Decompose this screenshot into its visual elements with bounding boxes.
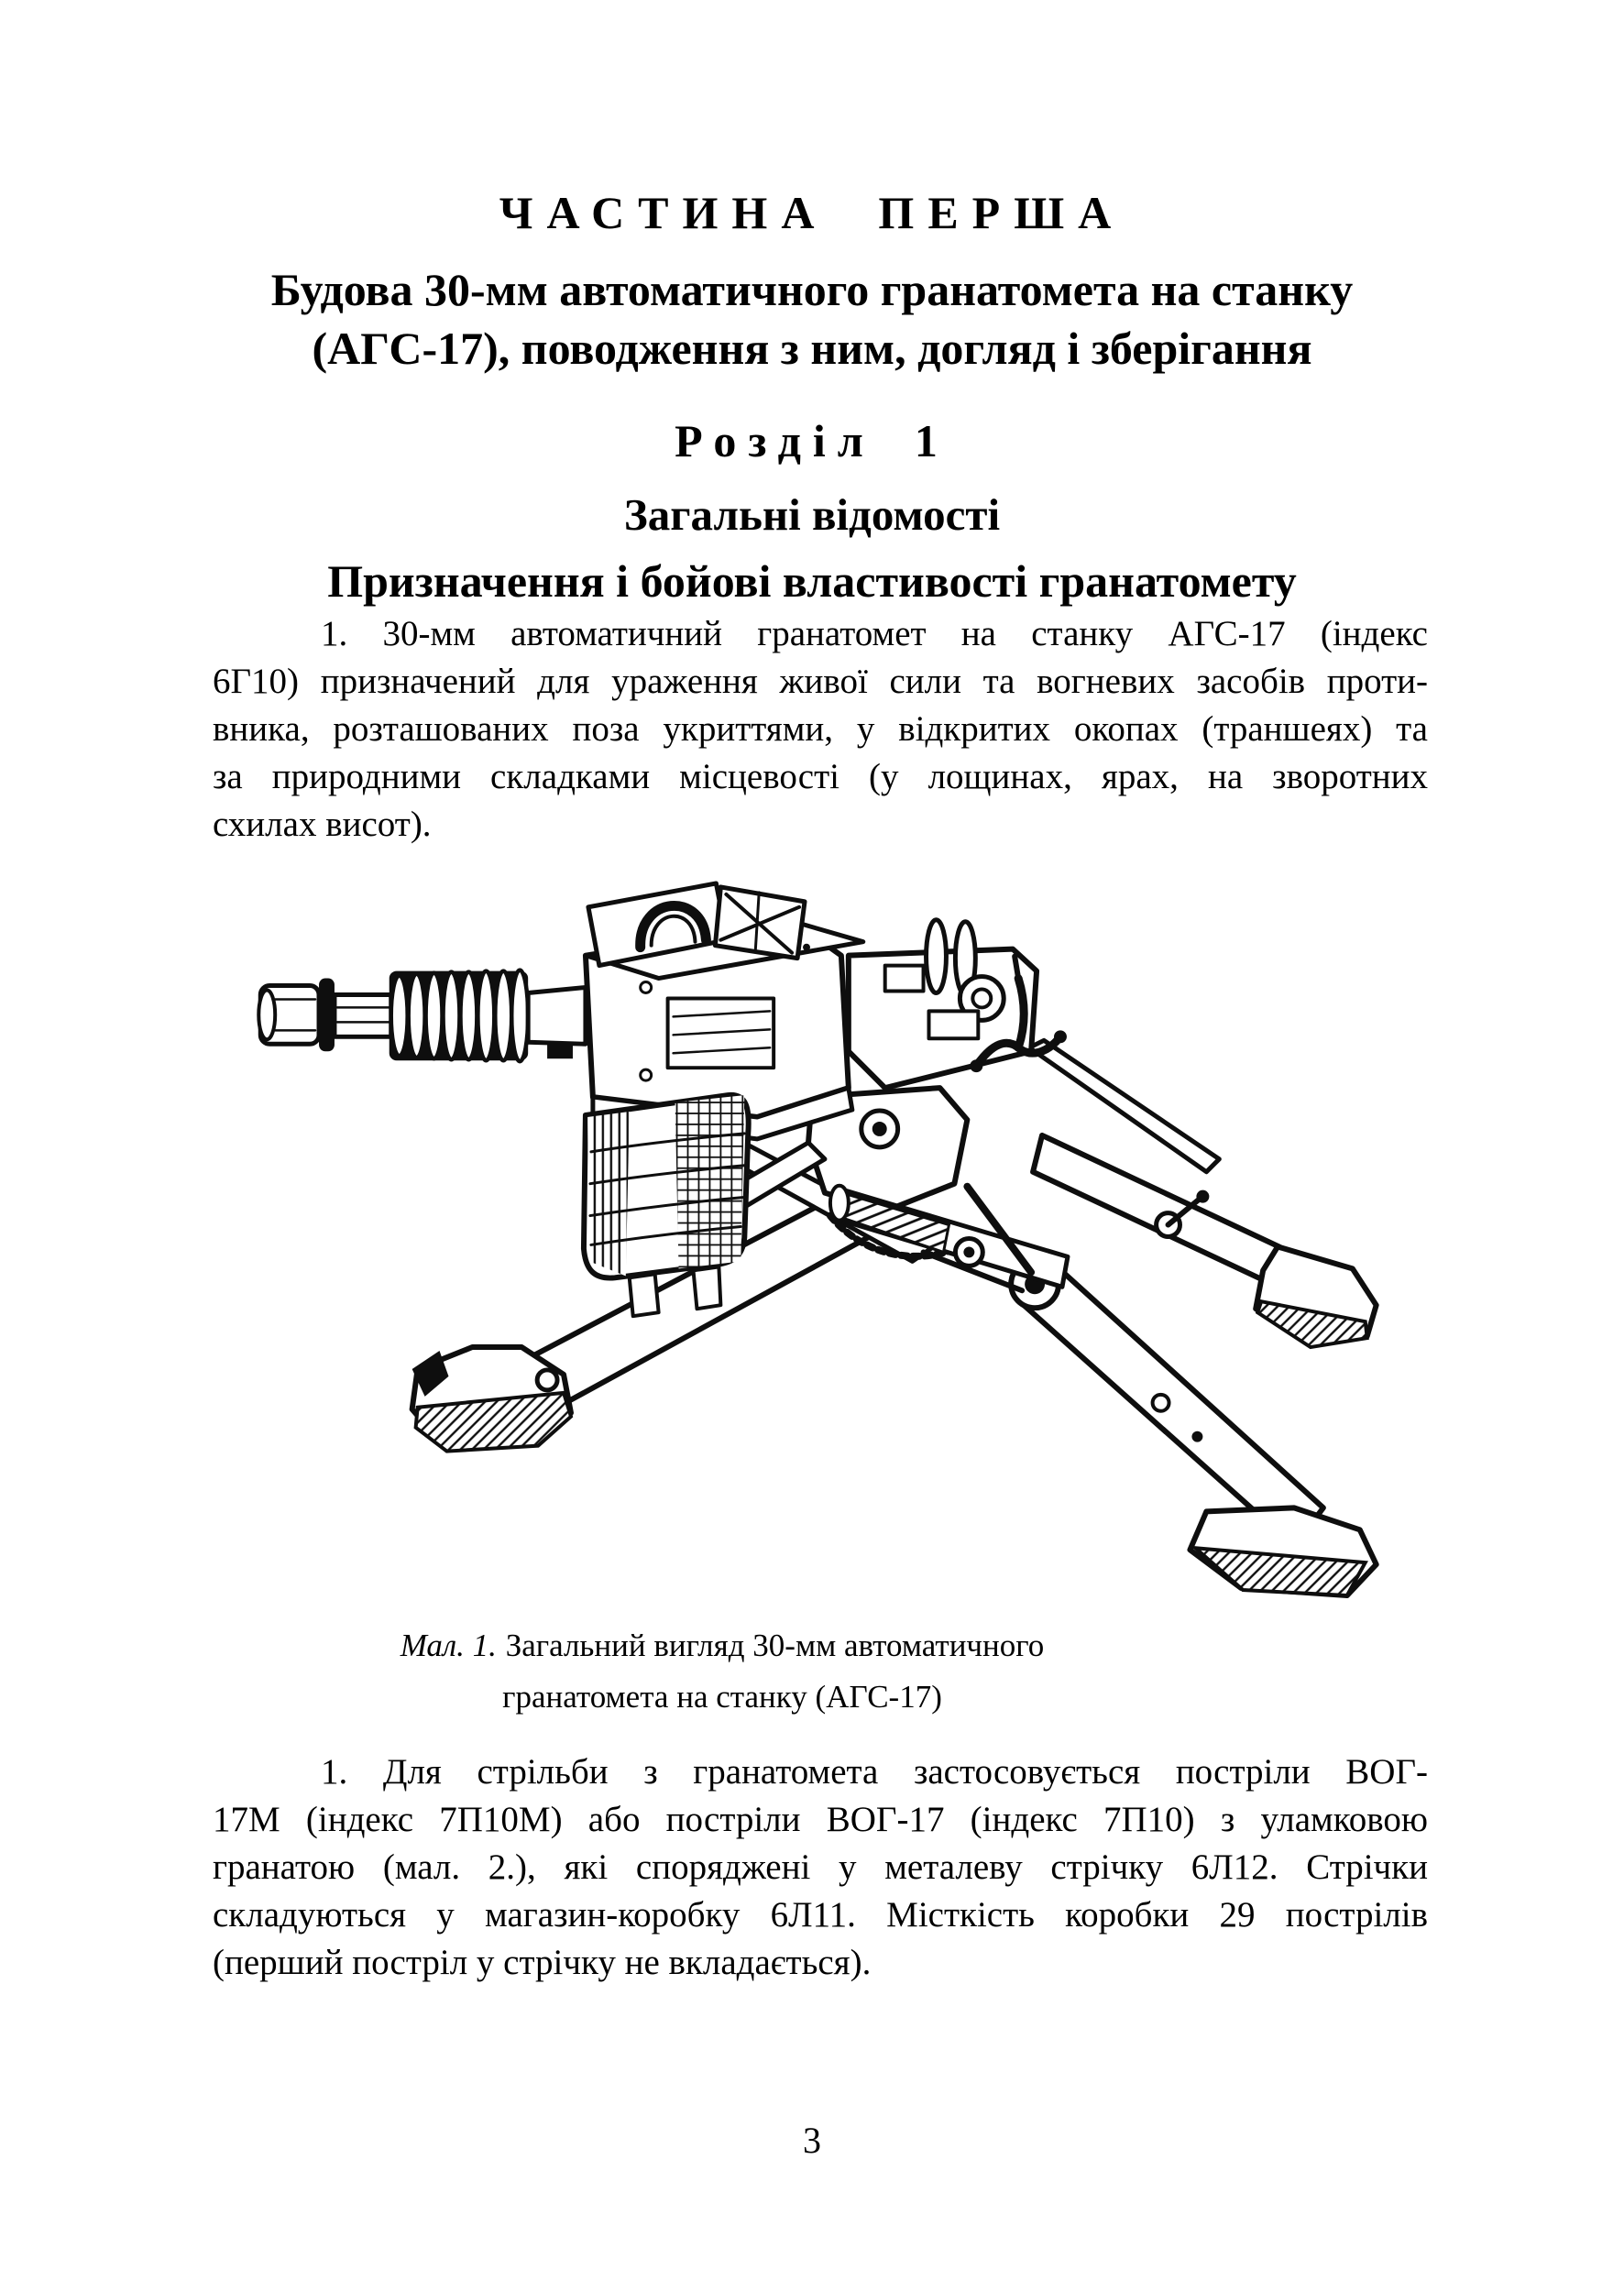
figure-caption	[213, 1620, 1232, 1723]
chapter-heading: Розділ 1	[675, 415, 949, 466]
ags17-line-drawing	[244, 869, 1380, 1599]
figure-caption-line-2: гранатомета на станку (АГС-17)	[502, 1679, 942, 1715]
page-number: 3	[803, 2120, 821, 2161]
rear-receiver-group	[849, 920, 1067, 1088]
figure-caption-line-1	[213, 1620, 1232, 1672]
paragraph-line: (перший постріл у стрічку не вкладається).	[213, 1943, 872, 1982]
figure-caption-text: Загальний вигляд 30-мм автоматичного	[505, 1628, 1045, 1663]
paragraph-line: складуються у магазин-коробку 6Л11. Місткість коробки 29 пострілів	[213, 1895, 1428, 1935]
paragraph-line: вника, розташованих поза укриттями, у відкритих окопах (траншеях) та	[213, 709, 1428, 749]
section-heading: Загальні відомості	[623, 489, 1001, 540]
part-subtitle-line-1: Будова 30-мм автоматичного гранатомета на станку	[270, 264, 1354, 315]
figure-illustration	[244, 869, 1380, 1599]
paragraph-line: 1. 30-мм автоматичний гранатомет на станку АГС-17 (індекс	[321, 614, 1428, 653]
paragraph-line: за природними складками місцевості (у лощинах, ярах, на зворотних	[213, 757, 1428, 796]
figure-caption-label: Мал. 1.	[400, 1628, 497, 1663]
paragraph-line: гранатою (мал. 2.), які споряджені у металеву стрічку 6Л12. Стрічки	[213, 1847, 1428, 1887]
paragraph-line: схилах висот).	[213, 805, 432, 844]
paragraph-line: 1. Для стрільби з гранатомета застосовується постріли ВОГ-	[321, 1752, 1428, 1792]
part-subtitle-line-2: (АГС-17), поводження з ним, догляд і зберігання	[312, 323, 1312, 374]
paragraph-line: 17М (індекс 7П10М) або постріли ВОГ-17 (індекс 7П10) з уламковою	[213, 1800, 1428, 1839]
barrel-group	[258, 970, 586, 1062]
paragraph-line: 6Г10) призначений для ураження живої сили та вогневих засобів проти-	[213, 662, 1428, 701]
part-title: ЧАСТИНА ПЕРША	[499, 187, 1125, 238]
subsection-heading: Призначення і бойові властивості гранатомету	[327, 555, 1297, 607]
part-subtitle	[0, 260, 1624, 378]
paragraph-2	[213, 1748, 1428, 1987]
paragraph-1	[213, 610, 1428, 849]
